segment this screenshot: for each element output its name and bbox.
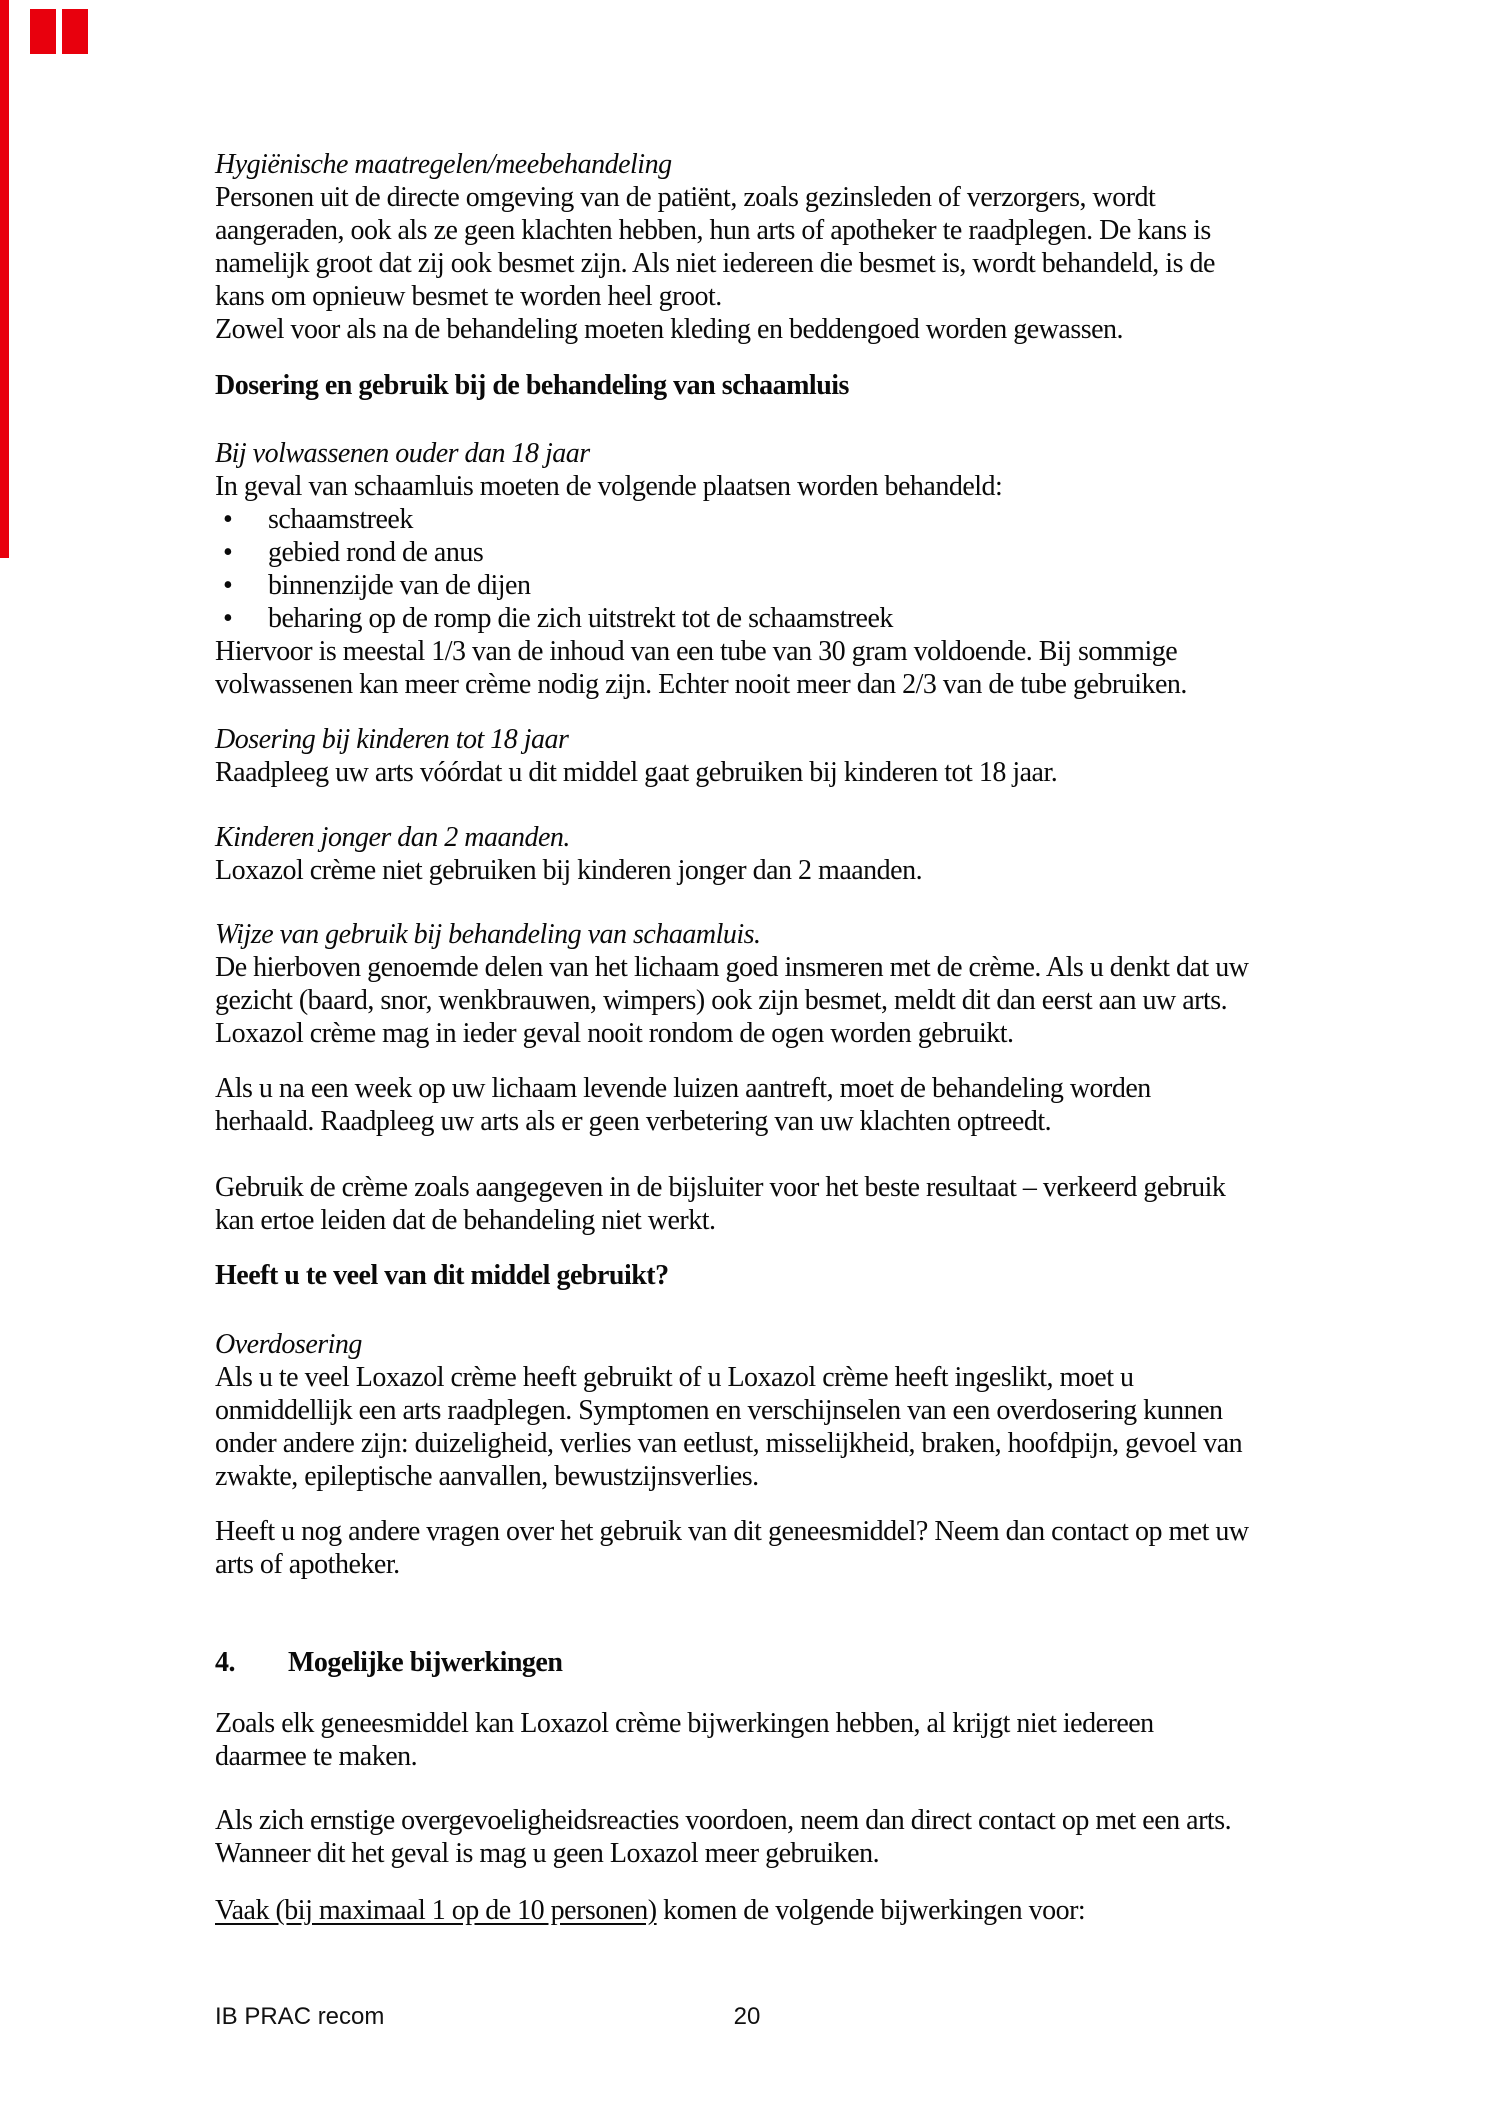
paragraph-vaak-bijwerkingen <box>215 1894 1324 1927</box>
text-line: arts of apotheker. <box>215 1549 400 1580</box>
heading-wijze-van-gebruik: Wijze van gebruik bij behandeling van schaamluis. <box>215 919 761 950</box>
text-line: In geval van schaamluis moeten de volgende plaatsen worden behandeld: <box>215 471 1003 502</box>
list-item-text: gebied rond de anus <box>268 537 484 568</box>
paragraph-loxazol-niet <box>215 854 1324 887</box>
text-line: Wanneer dit het geval is mag u geen Loxazol meer gebruiken. <box>215 1838 880 1869</box>
bullet-icon: • <box>223 603 233 634</box>
text-line: Gebruik de crème zoals aangegeven in de bijsluiter voor het beste resultaat – verkeerd gebruik <box>215 1172 1226 1203</box>
text-line: Personen uit de directe omgeving van de patiënt, zoals gezinsleden of verzorgers, wordt <box>215 182 1156 213</box>
underlined-frequency: Vaak (bij maximaal 1 op de 10 personen) <box>215 1895 657 1926</box>
heading-dosering-schaamluis: Dosering en gebruik bij de behandeling van schaamluis <box>215 370 849 401</box>
paragraph-raadpleeg <box>215 756 1324 789</box>
list-item-text: schaamstreek <box>268 504 413 535</box>
paragraph-zoals-elk <box>215 1707 1324 1773</box>
text-line: kans om opnieuw besmet te worden heel groot. <box>215 281 722 312</box>
paragraph-als-u-na-een-week <box>215 1072 1324 1138</box>
text-line: onder andere zijn: duizeligheid, verlies van eetlust, misselijkheid, braken, hoofdpijn, gevoel van <box>215 1428 1243 1459</box>
text-line: Loxazol crème mag in ieder geval nooit rondom de ogen worden gebruikt. <box>215 1018 1014 1049</box>
red-mark-1 <box>30 9 56 54</box>
text-line: gezicht (baard, snor, wenkbrauwen, wimpers) ook zijn besmet, meldt dit dan eerst aan uw arts. <box>215 985 1228 1016</box>
paragraph-hiervoor <box>215 635 1324 701</box>
paragraph-andere-vragen <box>215 1515 1324 1581</box>
text-line: zwakte, epileptische aanvallen, bewustzijnsverlies. <box>215 1461 759 1492</box>
list-item <box>215 503 1324 536</box>
section-number: 4. <box>215 1647 235 1678</box>
heading-te-veel-gebruikt: Heeft u te veel van dit middel gebruikt? <box>215 1260 669 1291</box>
text-line: daarmee te maken. <box>215 1741 418 1772</box>
paragraph-overdosering-body <box>215 1361 1324 1493</box>
text-line: Heeft u nog andere vragen over het gebruik van dit geneesmiddel? Neem dan contact op met uw <box>215 1516 1249 1547</box>
text-line: Als u na een week op uw lichaam levende luizen aantreft, moet de behandeling worden <box>215 1073 1151 1104</box>
footer-page-number: 20 <box>733 2003 761 2030</box>
list-item <box>215 536 1324 569</box>
bullet-list-plaatsen <box>215 503 1324 635</box>
paragraph-in-geval <box>215 470 1324 503</box>
text-line: volwassenen kan meer crème nodig zijn. Echter nooit meer dan 2/3 van de tube gebruiken. <box>215 669 1187 700</box>
text-line: De hierboven genoemde delen van het lichaam goed insmeren met de crème. Als u denkt dat uw <box>215 952 1249 983</box>
heading-kinderen-jonger: Kinderen jonger dan 2 maanden. <box>215 822 570 853</box>
text-line: onmiddellijk een arts raadplegen. Symptomen en verschijnselen van een overdosering kunnen <box>215 1395 1223 1426</box>
change-bar-mark <box>0 0 9 558</box>
text-line: namelijk groot dat zij ook besmet zijn. Als niet iedereen die besmet is, wordt behandeld, is de <box>215 248 1215 279</box>
text-line: Hiervoor is meestal 1/3 van de inhoud van een tube van 30 gram voldoende. Bij sommige <box>215 636 1178 667</box>
list-item-text: binnenzijde van de dijen <box>268 570 531 601</box>
section-title: Mogelijke bijwerkingen <box>288 1647 563 1678</box>
bullet-icon: • <box>223 570 233 601</box>
text-line: Loxazol crème niet gebruiken bij kinderen jonger dan 2 maanden. <box>215 855 923 886</box>
bullet-icon: • <box>223 537 233 568</box>
text-line: Als u te veel Loxazol crème heeft gebruikt of u Loxazol crème heeft ingeslikt, moet u <box>215 1362 1134 1393</box>
text-line: aangeraden, ook als ze geen klachten hebben, hun arts of apotheker te raadplegen. De kans is <box>215 215 1211 246</box>
list-item-text: beharing op de romp die zich uitstrekt tot de schaamstreek <box>268 603 893 634</box>
list-item <box>215 602 1324 635</box>
heading-overdosering: Overdosering <box>215 1329 362 1360</box>
text-line: Zowel voor als na de behandeling moeten kleding en beddengoed worden gewassen. <box>215 314 1124 345</box>
paragraph-de-hierboven <box>215 951 1324 1050</box>
paragraph-zowel <box>215 313 1324 346</box>
footer-document-id: IB PRAC recom <box>215 2003 385 2030</box>
heading-hygienische-maatregelen: Hygiënische maatregelen/meebehandeling <box>215 149 672 180</box>
paragraph-gebruik-de-creme <box>215 1171 1324 1237</box>
paragraph-ernstige-reacties <box>215 1804 1324 1870</box>
heading-mogelijke-bijwerkingen <box>215 1646 1324 1679</box>
text-line: kan ertoe leiden dat de behandeling niet werkt. <box>215 1205 716 1236</box>
red-mark-2 <box>62 9 88 54</box>
frequency-rest: komen de volgende bijwerkingen voor: <box>656 1895 1086 1926</box>
heading-dosering-kinderen: Dosering bij kinderen tot 18 jaar <box>215 724 569 755</box>
list-item <box>215 569 1324 602</box>
text-line: Zoals elk geneesmiddel kan Loxazol crème bijwerkingen hebben, al krijgt niet iedereen <box>215 1708 1154 1739</box>
text-line: herhaald. Raadpleeg uw arts als er geen verbetering van uw klachten optreedt. <box>215 1106 1052 1137</box>
text-line: Als zich ernstige overgevoeligheidsreacties voordoen, neem dan direct contact op met een arts. <box>215 1805 1232 1836</box>
text-line: Raadpleeg uw arts vóórdat u dit middel gaat gebruiken bij kinderen tot 18 jaar. <box>215 757 1058 788</box>
heading-bij-volwassenen: Bij volwassenen ouder dan 18 jaar <box>215 438 590 469</box>
bullet-icon: • <box>223 504 233 535</box>
paragraph-personen <box>215 181 1324 313</box>
